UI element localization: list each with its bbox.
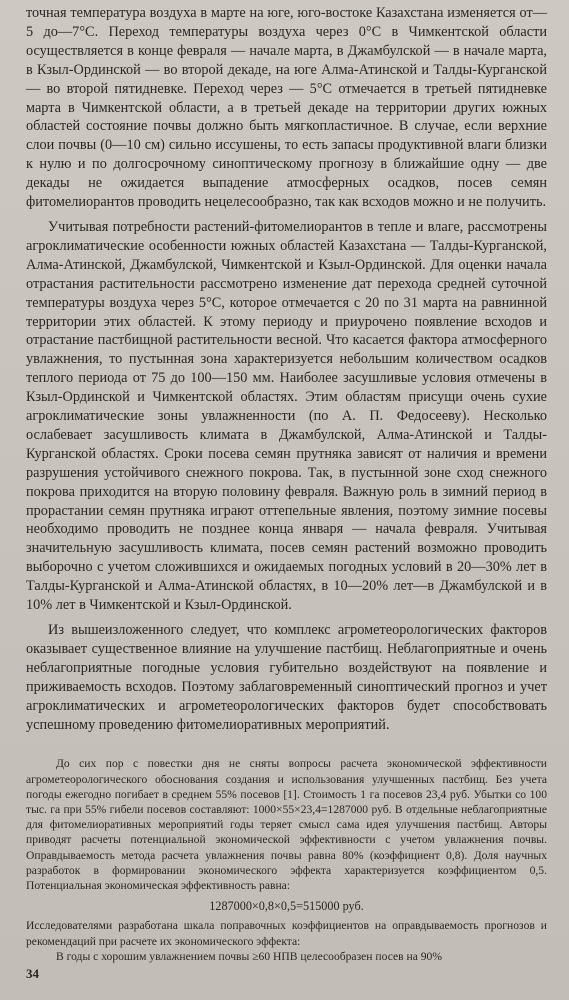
page-number: 34 [26,966,39,981]
paragraph-3: Из вышеизложенного следует, что комплекс агрометеорологических факторов оказывает существенное влияние на улучшение пастбищ. Неблагоприятные и очень неблагоприятные погодные условия губительно воздействуют на появление и приживаемость всходов. Поэтому заблаговременный синоптический прогноз и учет агроклиматических и агрометеорологических факторов будет способствовать успешному проведению фитомелиоративных мероприятий. [26,622,547,733]
formula: 1287000×0,8×0,5=515000 руб. [209,899,364,914]
paragraph-1: точная температура воздуха в марте на юге, юго-востоке Казахстана изменяется от—5 до—7°С. Переход температуры воздуха через 0°С в Чимкентской области осуществляется в конце февраля — начале марта, в Джамбулской — в начале марта, в Кзыл-Ординской — во второй декаде, на юге Алма-Атинской и Талды-Курганской — во второй пятидневке. Переход через — 5°С отмечается в третьей пятидневке марта в Чимкентской области, а в третьей декаде на территории других южных областей состояние почвы должно быть мягкопластичное. В случае, если верхние слои почвы (0—10 см) сильно иссушены, то есть запасы продуктивной влаги близки к нулю и по долгосрочному синоптическому прогнозу в ближайшие одну — две декады не ожидается выпадение атмосферных осадков, посев семян фитомелиорантов проводить нецелесообразно, так как всходов можно и не получить. [26,5,547,211]
note-paragraph-1: До сих пор с повестки дня не сняты вопросы расчета экономической эффективности агрометеорологического обоснования создания и использования улучшенных пастбищ. Без учета погоды ежегодно погибает в среднем 55% посевов [1]. Стоимость 1 га посевов 23,4 руб. Убытки со 100 тыс. га при 55% гибели посевов составляют: 1000×55×23,4=1287000 руб. В отдельные неблагоприятные для фитомелиоративных мероприятий годы теряет смысл сама идея улучшения пастбищ. Авторы приводят расчеты потенциальной экономической эффективности с учетом увлажнения почвы. Оправдываемость метода расчета увлажнения почвы равна 80% (коэффициент 0,8). Доля научных разработок в формировании экономического эффекта характеризуется коэффициентом 0,5. Потенциальная экономическая эффективность равна: [26,757,547,893]
paragraph-2: Учитывая потребности растений-фитомелиорантов в тепле и влаге, рассмотрены агроклиматические особенности южных областей Казахстана — Талды-Курганской, Алма-Атинской, Джамбулской, Чимкентской и Кзыл-Ординской. Для оценки начала отрастания растительности рассмотрено изменение дат перехода средней суточной температуры воздуха через 5°С, которое отмечается с 20 по 31 марта на равнинной территории этих областей. К этому периоду и приурочено появление всходов и отрастание пастбищной растительности весной. Что касается фактора атмосферного увлажнения, то пустынная зона характеризуется небольшим количеством осадков теплого периода от 75 до 100—150 мм. Наиболее засушливые условия отмечены в Кзыл-Ординской и Чимкентской областях. Этим областям присущи очень сухие агроклиматические зоны увлажненности (по А. П. Федосееву). Несколько ослабевает засушливость климата в Джамбулской, Алма-Атинской и Талды-Курганской областях. Сроки посева семян прутняка зависят от наличия и времени разрушения устойчивого снежного покрова. Так, в пустынной зоне сход снежного покрова приходится на вторую половину февраля. Важную роль в зимний период в прорастании семян прутняка играют оттепельные явления, поэтому зимние посевы необходимо проводить не позднее конца января — начала февраля. Учитывая значительную засушливость климата, посев семян растений возможно проводить выборочно с учетом сложившихся и ожидаемых погодных условий в 20—30% лет в Талды-Курганской и Алма-Атинской областях, в 10—20% лет—в Джамбулской и в 10% лет в Чимкентской и Кзыл-Ординской. [26,218,547,614]
note-paragraph-3: В годы с хорошим увлажнением почвы ≥60 НПВ целесообразен посев на 90% [56,949,443,963]
note-paragraph-2: Исследователями разработана шкала поправочных коэффициентов на оправдываемость прогнозов и рекомендаций при расчете их экономического эффекта: [26,919,547,948]
main-text [26,4,547,734]
economic-note [26,756,547,964]
